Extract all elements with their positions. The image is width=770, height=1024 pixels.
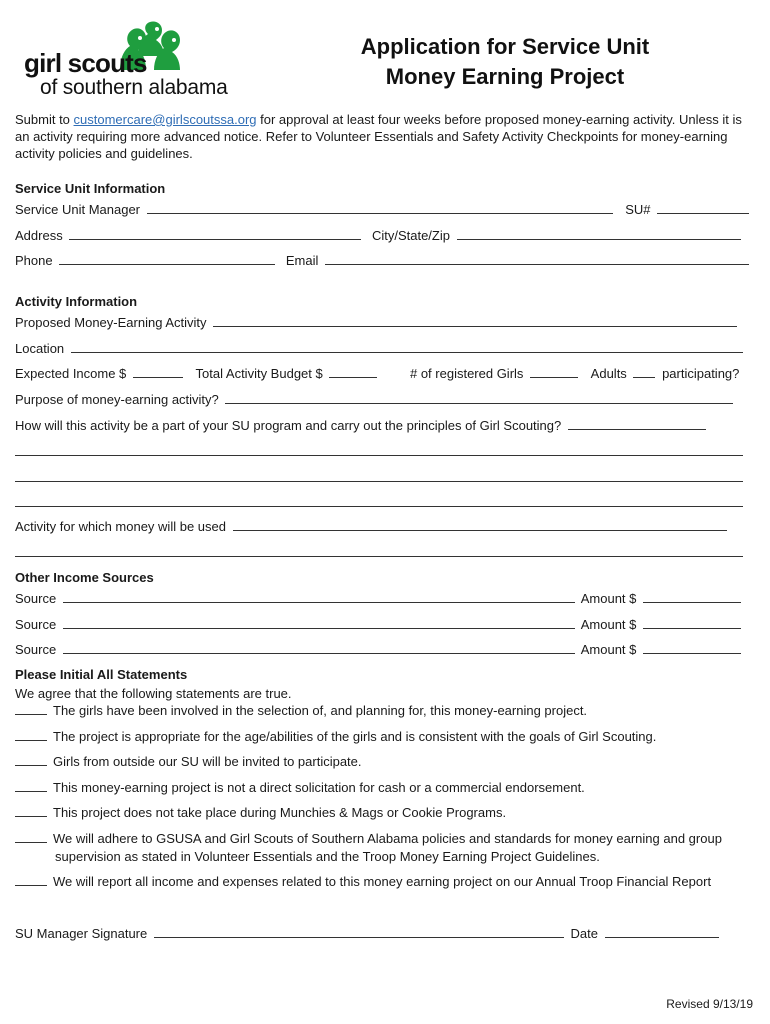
initial-field[interactable] xyxy=(15,729,47,741)
signature-field[interactable] xyxy=(154,925,564,938)
girls-count-field[interactable] xyxy=(530,365,578,378)
expected-income-label: Expected Income $ xyxy=(15,366,127,381)
intro-paragraph xyxy=(15,111,755,162)
money-used-label: Activity for which money will be used xyxy=(15,519,226,534)
proposed-activity-row xyxy=(15,314,740,330)
amount-label: Amount $ xyxy=(580,617,637,632)
city-state-zip-field[interactable] xyxy=(457,227,741,240)
manager-field[interactable] xyxy=(147,201,613,214)
purpose-field[interactable] xyxy=(225,391,733,404)
statement-text: Girls from outside our SU will be invited to participate. xyxy=(53,754,362,769)
phone-field[interactable] xyxy=(59,252,275,265)
location-row xyxy=(15,340,746,356)
email-link[interactable]: customercare@girlscoutssa.org xyxy=(73,112,257,127)
intro-suffix: for approval at least four weeks before proposed money-earning activity. Unless it is an activity requiring more advanced notice. Refer to Volunteer Essentials and Safety Activity Checkpoints for money-earning activity policies and guidelines. xyxy=(15,112,742,161)
amount-field[interactable] xyxy=(643,641,741,654)
program-label: How will this activity be a part of your SU program and carry out the principles of Girl Scouting? xyxy=(15,418,562,433)
budget-label: Total Activity Budget $ xyxy=(195,366,323,381)
statement-item xyxy=(15,753,760,771)
statements-intro: We agree that the following statements are true. xyxy=(15,686,292,701)
title-line-1: Application for Service Unit xyxy=(360,34,650,59)
address-row xyxy=(15,227,744,243)
page-title xyxy=(300,32,710,92)
adults-count-field[interactable] xyxy=(633,365,655,378)
city-label: City/State/Zip xyxy=(371,228,450,243)
email-field[interactable] xyxy=(325,252,749,265)
program-row xyxy=(15,417,709,433)
statement-item xyxy=(15,873,760,891)
source-field[interactable] xyxy=(63,616,575,629)
statement-item xyxy=(15,779,760,797)
service-unit-heading: Service Unit Information xyxy=(15,181,166,196)
income-source-row xyxy=(15,616,744,632)
initial-field[interactable] xyxy=(15,754,47,766)
money-used-line-2[interactable] xyxy=(15,556,743,557)
program-answer-line-3[interactable] xyxy=(15,506,743,507)
activity-heading: Activity Information xyxy=(15,294,138,309)
location-label: Location xyxy=(15,341,65,356)
purpose-row xyxy=(15,391,736,407)
program-answer-line-2[interactable] xyxy=(15,481,743,482)
purpose-label: Purpose of money-earning activity? xyxy=(15,392,219,407)
title-line-2: Money Earning Project xyxy=(385,64,625,89)
address-field[interactable] xyxy=(69,227,361,240)
email-label: Email xyxy=(285,253,319,268)
statement-text: The girls have been involved in the selection of, and planning for, this money-earning project. xyxy=(53,703,588,718)
su-number-field[interactable] xyxy=(657,201,749,214)
initial-field[interactable] xyxy=(15,703,47,715)
su-label: SU# xyxy=(625,202,651,217)
income-source-row xyxy=(15,641,744,657)
service-unit-manager-row xyxy=(15,201,752,217)
source-label: Source xyxy=(15,591,57,606)
amount-label: Amount $ xyxy=(580,642,637,657)
income-row xyxy=(15,365,739,381)
signature-row xyxy=(15,925,722,941)
logo-line-1: girl scouts xyxy=(24,48,147,78)
proposed-label: Proposed Money-Earning Activity xyxy=(15,315,207,330)
other-income-heading: Other Income Sources xyxy=(15,570,154,585)
address-label: Address xyxy=(15,228,63,243)
source-label: Source xyxy=(15,617,57,632)
girl-scouts-logo xyxy=(22,20,252,100)
statement-text: We will report all income and expenses related to this money earning project on our Annual Troop Financial Report xyxy=(53,874,712,889)
initial-field[interactable] xyxy=(15,831,47,843)
statement-text: We will adhere to GSUSA and Girl Scouts of Southern Alabama policies and standards for money earning and group xyxy=(53,831,722,846)
program-field[interactable] xyxy=(568,417,706,430)
statement-item xyxy=(15,728,760,746)
money-used-field[interactable] xyxy=(233,518,727,531)
revision-date: Revised 9/13/19 xyxy=(666,997,753,1011)
budget-field[interactable] xyxy=(329,365,377,378)
amount-field[interactable] xyxy=(643,616,741,629)
statement-text: The project is appropriate for the age/abilities of the girls and is consistent with the goals of Girl Scouting. xyxy=(53,729,657,744)
income-source-row xyxy=(15,590,744,606)
statement-item xyxy=(15,804,760,822)
amount-label: Amount $ xyxy=(580,591,637,606)
program-answer-line-1[interactable] xyxy=(15,455,743,456)
expected-income-field[interactable] xyxy=(133,365,183,378)
source-field[interactable] xyxy=(63,641,575,654)
money-used-row xyxy=(15,518,730,534)
phone-row xyxy=(15,252,752,268)
adults-label: Adults xyxy=(590,366,627,381)
statement-item xyxy=(15,830,760,866)
amount-field[interactable] xyxy=(643,590,741,603)
initial-field[interactable] xyxy=(15,874,47,886)
statement-text-continued: supervision as stated in Volunteer Essentials and the Troop Money Earning Project Guidelines. xyxy=(55,849,600,864)
manager-label: Service Unit Manager xyxy=(15,202,140,217)
date-label: Date xyxy=(570,926,598,941)
date-field[interactable] xyxy=(605,925,719,938)
statement-item xyxy=(15,702,760,720)
logo-line-2: of southern alabama xyxy=(40,76,228,99)
location-field[interactable] xyxy=(71,340,743,353)
registered-girls-label: # of registered Girls xyxy=(409,366,524,381)
statement-text: This project does not take place during Munchies & Mags or Cookie Programs. xyxy=(53,805,507,820)
phone-label: Phone xyxy=(15,253,53,268)
initial-field[interactable] xyxy=(15,780,47,792)
initial-field[interactable] xyxy=(15,805,47,817)
proposed-activity-field[interactable] xyxy=(213,314,737,327)
participating-label: participating? xyxy=(662,366,740,381)
statements-heading: Please Initial All Statements xyxy=(15,667,188,682)
intro-prefix: Submit to xyxy=(15,112,74,127)
signature-label: SU Manager Signature xyxy=(15,926,148,941)
source-label: Source xyxy=(15,642,57,657)
statement-text: This money-earning project is not a direct solicitation for cash or a commercial endorsement. xyxy=(53,780,585,795)
source-field[interactable] xyxy=(63,590,575,603)
